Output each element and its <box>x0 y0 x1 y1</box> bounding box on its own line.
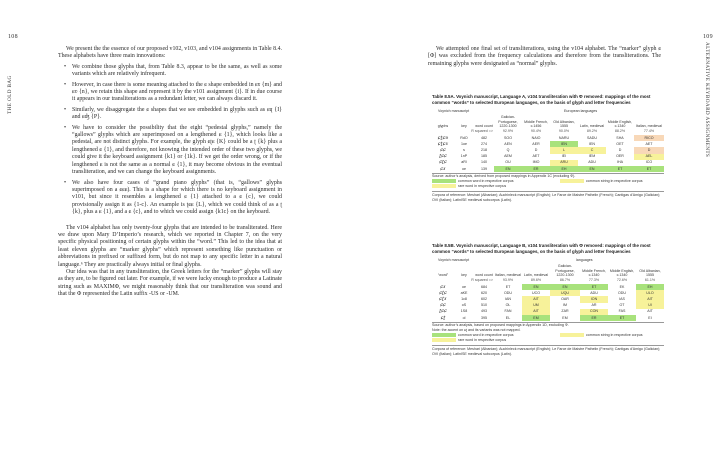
list-item <box>58 107 282 122</box>
mapping-cell: EK <box>619 284 625 289</box>
key-cell: aKE <box>460 290 468 295</box>
column-header: Middle English, c.1340 <box>607 119 633 129</box>
mapping-cell: EL <box>505 315 511 320</box>
intro-paragraph: We present the the essence of our proposed v102, v103, and v104 assignments in Table 8.4. These alphabets have three main innovations: <box>58 46 282 60</box>
mapping-cell: AIT <box>522 309 550 315</box>
bullet-icon: • <box>64 63 67 70</box>
mapping-cell: ADU <box>590 290 598 295</box>
body-paragraph: The v104 alphabet has only twenty-four glyphs that are intended to be transliterated. Here we draw upon Mary D’Imperio’s research, which we reported in Chapter 7, on the very specific physical positioning of certain glyphs within the “word.” This led to the idea that at least eleven glyphs are “marker glyphs” which represent something like punctuation or abbreviations in prefixed or suffixed form, but do not map to any specific letter in a natural language.⁶ They are practically always initial or final glyphs. <box>58 224 282 268</box>
mapping-cell: ODU <box>618 290 626 295</box>
right-page-number: 109 <box>703 34 713 40</box>
mapping-cell: ARU <box>550 160 578 166</box>
table-a-caption: Table 8.5A. Voynich manuscript, Language A, v104 transliteration with Φ removed: mappings of the most common “words” to selected European languages, on the basis of glyph and letter frequencies <box>432 94 651 105</box>
legend-label: common string in respective corpus <box>586 179 643 184</box>
r-squared-value: 90.4% <box>530 129 542 134</box>
mapping-cell: UQU <box>550 290 580 296</box>
mapping-cell: ET <box>505 284 511 289</box>
mapping-cell: SADU <box>587 135 597 140</box>
mapping-cell: ICO <box>645 160 653 165</box>
mapping-cell: AIT <box>636 296 664 302</box>
mapping-cell: ODU <box>504 290 512 295</box>
word-count-cell: 493 <box>481 309 487 314</box>
table-a <box>432 109 664 203</box>
word-count-cell: 510 <box>481 303 487 308</box>
legend-swatch-yellow <box>432 338 456 342</box>
table-b-note: Note: the accent on ɕʈ and its variants was not mapped. <box>432 328 521 333</box>
r-squared-value: 77.3% <box>588 278 600 283</box>
key-cell: oS <box>461 303 467 308</box>
mapping-cell: ADU <box>588 160 596 165</box>
mapping-cell: AIT <box>522 296 550 302</box>
mapping-cell: ION <box>580 296 608 302</box>
mapping-cell: IEM <box>588 154 596 159</box>
column-header: key <box>461 124 467 129</box>
mapping-cell: UCO <box>532 290 540 295</box>
mapping-cell: AR <box>591 303 597 308</box>
column-header: Italian, medieval <box>636 124 662 129</box>
table-divider <box>432 345 664 346</box>
word-count-cell: 140 <box>481 160 487 165</box>
column-header: glyphs <box>437 124 449 129</box>
mapping-cell: IAS <box>619 296 625 301</box>
mapping-cell: EN <box>550 284 580 290</box>
table-b-group-left: Voynich manuscript <box>438 258 470 262</box>
r-squared-value: 72.6% <box>616 278 628 283</box>
mapping-cell: IM <box>563 303 567 308</box>
table-divider <box>432 191 664 192</box>
table-a-source: Source: author’s analysis, derived from proposed mappings in Appendix 1C (excluding Φ). <box>432 174 576 179</box>
mapping-cell: NARU <box>558 135 570 140</box>
legend-label: common string in respective corpus <box>586 333 643 338</box>
table-a-body <box>432 135 664 172</box>
word-count-cell: 274 <box>481 141 487 146</box>
mapping-cell: EN <box>578 166 606 172</box>
mapping-cell: IHA <box>617 160 623 165</box>
list-item-text: We also have four cases of “grand piano glyphs” (that is, “gallows” glyphs superimposed on a ɕɕɕ). This is a shape for which there is no keyboard assignment in v101, but since it resembles a lengthened ɕ {1} attached to a ɕ {c}, we could provisionally assign it as {1-c}. An example is ʈɕɕ {L}, which we could think of as a ʈ {k}, plus a ɕ {1}, and a ɕ {c}, and to which we could assign {k1c} on the keyboard. <box>72 179 282 216</box>
r-squared-value: 61.1% <box>644 278 656 283</box>
mapping-cell: Q <box>506 147 510 152</box>
table-header-row <box>432 264 664 278</box>
mapping-cell: C <box>578 147 606 153</box>
table-header-row <box>432 115 664 129</box>
key-cell: oe <box>462 284 466 289</box>
mapping-cell: OET <box>616 141 624 146</box>
key-cell: 1oe <box>461 141 467 146</box>
legend-label: rare word in respective corpus <box>458 338 507 343</box>
list-item-text: However, in case there is some meaning attached to the ɕ shape embedded in ɕɤ {m} and ɕʋ {n}, we retain this shape and represent it by the v101 assignment {i}. If in due course it appears in our transliterations as a redundant letter, we can always discard it. <box>72 81 282 103</box>
table-b-corpora: Corpora of reference: Meshari (Albanian); Auchinleck manuscript (English); Le Farce de Maistre Pathelin (French); Cantigas d’Amigo (Galician); OVI (Italian); LatinISE medieval subcorpus (Latin). <box>432 347 661 357</box>
voynich-glyph-cell: ʈɕɕ <box>439 153 447 160</box>
column-header: word count <box>475 273 493 278</box>
column-header: Latin, medieval <box>523 273 549 278</box>
mapping-cell: EH <box>550 166 578 172</box>
mapping-cell: EI <box>648 315 652 320</box>
mapping-cell: OER <box>616 154 624 159</box>
mapping-cell: EN <box>522 284 550 290</box>
bullet-icon: • <box>64 106 67 113</box>
voynich-glyph-cell: ɕʈɕ <box>439 159 447 166</box>
mapping-cell: AET <box>645 141 653 146</box>
mapping-cell: SOO <box>504 135 512 140</box>
table-b-body <box>432 284 664 321</box>
mapping-cell: L <box>550 147 578 153</box>
mapping-cell: IAN <box>505 296 511 301</box>
voynich-glyph-cell: ɕʈɤ <box>439 296 447 302</box>
mapping-cell: OAR <box>561 296 569 301</box>
mapping-cell: ET <box>580 284 608 290</box>
mapping-cell: RICO <box>634 135 664 141</box>
mapping-cell: CON <box>580 309 608 315</box>
voynich-glyph-cell: ɕʈɕɤ <box>437 141 449 147</box>
bullet-icon: • <box>64 179 67 186</box>
key-cell: oe <box>462 166 466 171</box>
innovation-list <box>58 64 282 217</box>
legend-label: common word in respective corpus <box>458 333 514 338</box>
mapping-cell: ER <box>580 315 608 321</box>
mapping-cell: UM <box>522 303 550 309</box>
table-a-group-right: European languages <box>564 109 598 113</box>
word-count-cell: 139 <box>481 166 487 171</box>
table-b-legend <box>432 333 664 343</box>
column-header: Old Albanian, 1555 <box>553 119 575 129</box>
voynich-glyph-cell: ɕɕ <box>440 147 446 153</box>
mapping-cell: ZAR <box>561 309 569 314</box>
column-header: Galician-Portuguese, 1220-1300 <box>555 264 575 278</box>
table-b-source: Source: author’s analysis, based on proposed mappings in Appendix 1D, excluding Φ. <box>432 323 569 328</box>
voynich-glyph-cell: ɕʈɕ <box>439 290 447 296</box>
column-header: Latin, medieval <box>579 124 605 129</box>
mapping-cell: IEN <box>550 141 578 147</box>
column-header: Old Albanian, 1555 <box>639 268 661 278</box>
r-squared-value: 90.0% <box>558 129 570 134</box>
table-a-group-left: Voynich manuscript <box>438 109 470 113</box>
column-header: Italian, medieval <box>495 273 521 278</box>
mapping-cell: AET <box>532 154 540 159</box>
word-count-cell: 218 <box>481 147 487 152</box>
mapping-cell: D <box>534 147 538 152</box>
voynich-glyph-cell: ɕʈ <box>440 314 446 321</box>
mapping-cell: ET <box>608 315 636 321</box>
key-cell: ol <box>462 315 466 320</box>
key-cell: 1nP <box>460 154 468 159</box>
mapping-cell: OT <box>619 303 625 308</box>
column-header: “word” <box>437 273 449 278</box>
left-page-number: 108 <box>8 34 18 40</box>
body-paragraph: Our idea was that in any transliteration, the Greek letters for the “marker” glyphs will stay as they are, to be figured out later. For example, if we were lucky enough to produce a Latinate string such as MAXIMΦ, we might reasonably think that our transliteration was sound and that the Φ represented the Latin suffix -US or -UM. <box>58 268 282 298</box>
legend-swatch-yellow <box>560 333 584 337</box>
r-squared-value: 89.2% <box>586 129 598 134</box>
r-squared-value: 77.4% <box>643 129 655 134</box>
legend-label: common word in respective corpus <box>458 179 514 184</box>
list-item-text: We combine those glyphs that, from Table 8.3, appear to be the same, as well as some variants which are relatively infrequent. <box>72 63 282 78</box>
list-item-text: Similarly, we disaggregate the ɕ shapes that we see embedded in glyphs such as ɕɥ {I} and ɕʤ {P}. <box>72 106 282 121</box>
mapping-cell: ULO <box>636 290 664 296</box>
key-cell: RdO <box>460 135 468 140</box>
mapping-cell: ET <box>634 166 664 172</box>
mapping-cell: D <box>618 147 622 152</box>
mapping-cell: NAIO <box>531 135 541 140</box>
mapping-cell: AEL <box>634 154 664 160</box>
table-b-grid <box>432 264 664 321</box>
r-squared-value: 88.2% <box>614 129 626 134</box>
table-row <box>432 315 664 321</box>
left-running-head: THE OLD BAG <box>7 75 13 114</box>
column-header: Middle French, c.1340 <box>582 268 606 278</box>
r-squared-value: 92.9% <box>502 129 514 134</box>
list-item <box>58 180 282 217</box>
table-b-group-right: languages <box>576 258 593 262</box>
mapping-cell: EN <box>494 166 522 172</box>
word-count-cell: 185 <box>481 154 487 159</box>
mapping-cell: AEN <box>504 141 512 146</box>
voynich-glyph-cell: ɕɤ <box>440 165 446 172</box>
column-header: Middle French, c.1456 <box>524 119 548 129</box>
word-count-cell: 684 <box>481 284 487 289</box>
voynich-glyph-cell: ɕɤ <box>440 283 446 290</box>
mapping-cell: IEI <box>561 154 567 159</box>
mapping-cell: AEM <box>504 154 512 159</box>
key-cell: 1c8 <box>461 296 467 301</box>
voynich-glyph-cell: ʈɕɕ <box>439 308 447 315</box>
intro-paragraph: We attempted one final set of transliterations, using the v104 alphabet. The “marker” glyph ɕ [Φ] was excluded from the frequency calculations and therefore from the transliterations. The remaining glyphs were designated as “normal” glyphs. <box>428 46 661 67</box>
column-header: Middle English, c.1340 <box>609 268 635 278</box>
column-header: Galician-Portuguese, 1220-1300 <box>498 115 518 129</box>
r-squared-value: 86.7% <box>559 278 571 283</box>
key-cell: 1S8 <box>460 309 468 314</box>
legend-swatch-yellow <box>432 184 456 188</box>
mapping-cell: AIT <box>647 309 653 314</box>
table-a-grid <box>432 115 664 172</box>
table-b <box>432 258 664 357</box>
mapping-cell: FAN <box>504 309 512 314</box>
list-item <box>58 125 282 177</box>
r-squared-value: 93.9% <box>502 278 514 283</box>
mapping-cell: SHA <box>616 135 624 140</box>
r-squared-label: R squared => <box>471 129 493 134</box>
list-item-text: We have to consider the possibility that the eight “pedestal glyphs,” namely the “gallows” glyphs which are superimposed on a lengthened ɕ {1}, which looks like a pedestal, are not distinct glyphs. For example, the glyph ɕʈɕ {K} could be a ʈ {k} plus a lengthened ɕ {1}, and therefore, not knowing the intended order of these two glyphs, we could give it the keyboard assignment {k1} or {1k}. If we get the order wrong, or if the lengthened ɕ is not the same as a normal ɕ {1}, it may become obvious in the eventual transliteration, and we can change the keyboard assignments. <box>72 124 282 176</box>
list-item <box>58 64 282 79</box>
word-count-cell: 620 <box>481 290 487 295</box>
mapping-cell: IMO <box>532 160 540 165</box>
legend-swatch-yellow <box>560 179 584 183</box>
column-header: key <box>461 273 467 278</box>
mapping-cell: EM <box>562 315 568 320</box>
key-cell: s <box>463 147 465 152</box>
right-intro <box>428 46 661 68</box>
voynich-glyph-cell: ɕʈɕʋ <box>437 134 449 141</box>
mapping-cell: D <box>634 147 664 153</box>
table-a-legend <box>432 179 664 189</box>
mapping-cell: IEN <box>589 141 595 146</box>
mapping-cell: ER <box>522 166 550 172</box>
mapping-cell: EM <box>522 315 550 321</box>
legend-swatch-green <box>432 179 456 183</box>
mapping-cell: EH <box>636 284 664 290</box>
left-page-body <box>58 46 282 299</box>
r-squared-value: 89.6% <box>530 278 542 283</box>
word-count-cell: 482 <box>481 135 487 140</box>
mapping-cell: FAS <box>618 309 626 314</box>
legend-swatch-green <box>432 333 456 337</box>
mapping-cell: UI <box>636 303 664 309</box>
legend-label: rare word in respective corpus <box>458 184 507 189</box>
table-a-corpora: Corpora of reference: Meshari (Albanian); Auchinleck manuscript (English); Le Farce de Maistre Pathelin (French); Cantigas d’Amigo (Galician); OVI (Italian); LatinISE medieval subcorpus (Latin). <box>432 193 661 203</box>
voynich-glyph-cell: ɕɕ <box>440 302 446 309</box>
list-item <box>58 82 282 104</box>
mapping-cell: AER <box>532 141 540 146</box>
bullet-icon: • <box>64 81 67 88</box>
right-running-head: ALTERNATIVE KEYBOARD ASSIGNMENTS <box>704 42 710 158</box>
key-cell: aRl <box>461 160 467 165</box>
word-count-cell: 602 <box>481 296 487 301</box>
r-squared-label: R squared => <box>471 278 493 283</box>
word-count-cell: 395 <box>481 315 487 320</box>
table-b-caption: Table 8.5B. Voynich manuscript, Language B, v104 transliteration with Φ removed: mappings of the most common “words” to selected European languages, on the basis of glyph and letter frequencies <box>432 243 651 254</box>
mapping-cell: OU <box>505 160 511 165</box>
table-row <box>432 166 664 172</box>
column-header: word count <box>475 124 493 129</box>
mapping-cell: ET <box>606 166 634 172</box>
bullet-icon: • <box>64 124 67 131</box>
mapping-cell: OL <box>505 303 511 308</box>
